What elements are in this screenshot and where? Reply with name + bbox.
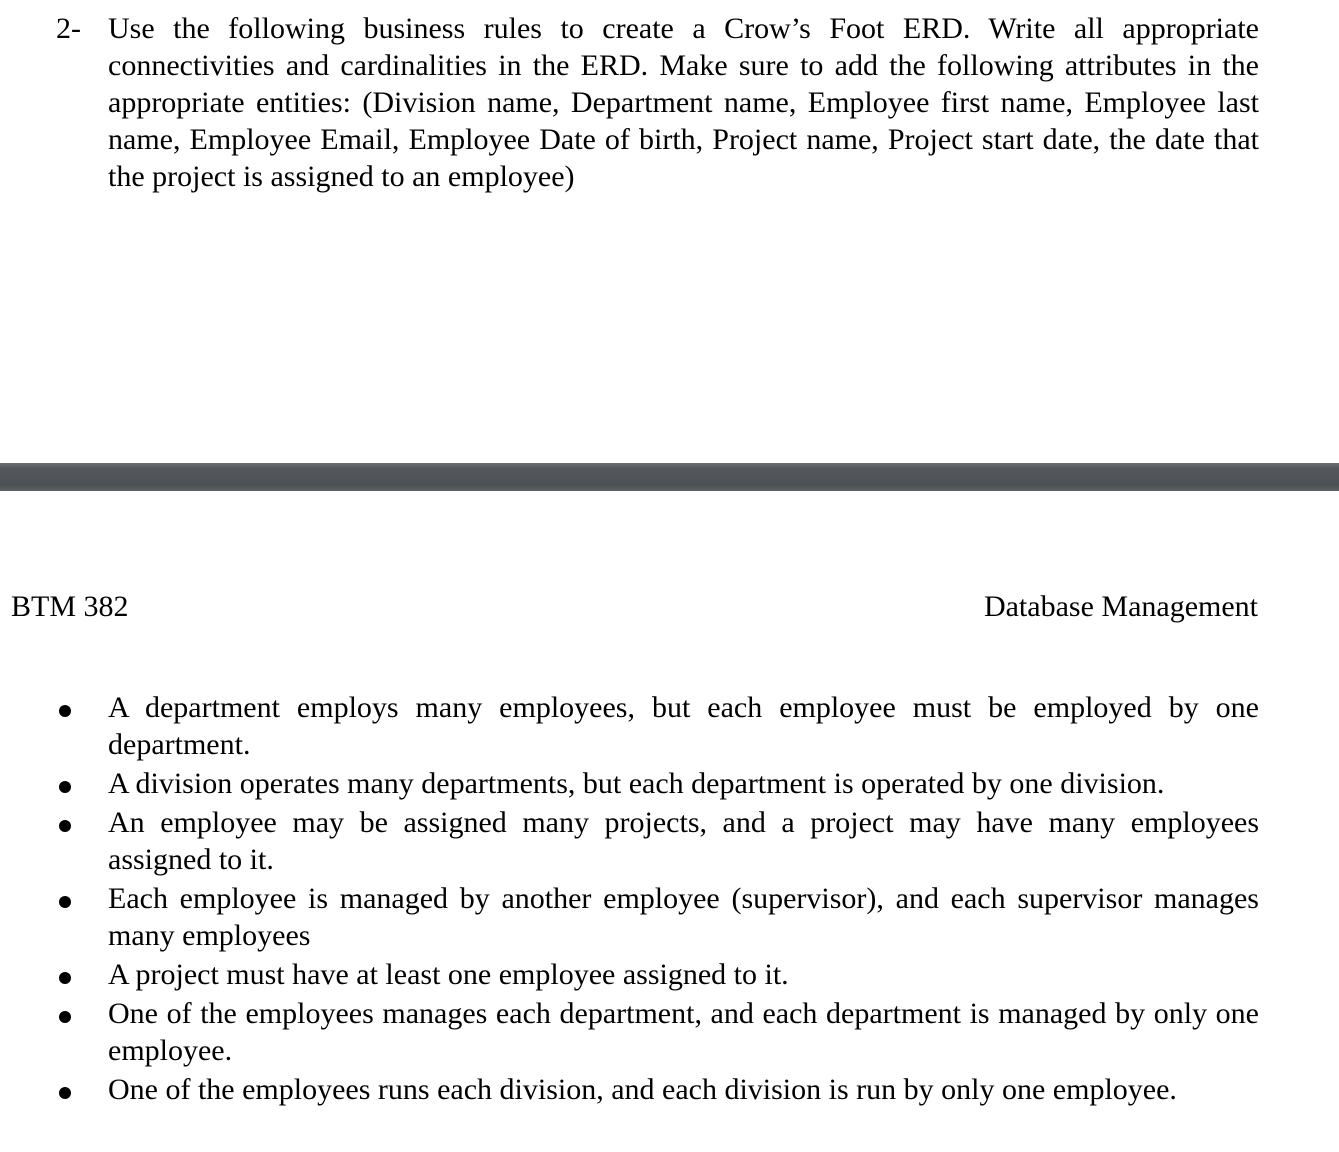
question-block	[56, 10, 1259, 195]
bullet-icon	[59, 1087, 71, 1099]
rule-text: One of the employees runs each division, and each division is run by only one employee.	[108, 1073, 1177, 1106]
rule-text: An employee may be assigned many projects, and a project may have many employees assigned to it.	[108, 806, 1259, 876]
rule-text: Each employee is managed by another employee (supervisor), and each supervisor manages many employees	[108, 882, 1259, 952]
bullet-icon	[59, 896, 71, 908]
list-item	[56, 1071, 1259, 1108]
rule-text: A project must have at least one employee assigned to it.	[108, 958, 789, 991]
business-rules-list	[56, 689, 1259, 1110]
bullet-icon	[59, 781, 71, 793]
page-divider	[0, 463, 1339, 491]
bullet-icon	[59, 972, 71, 984]
course-code: BTM 382	[11, 590, 129, 623]
list-item	[56, 804, 1259, 878]
question-text: Use the following business rules to create a Crow’s Foot ERD. Write all appropriate connectivities and cardinalities in the ERD. Make sure to add the following attributes in the appropriate entities: (Division name, Department name, Employee first name, Employee last name, Employee Email, Employee Date of birth, Project name, Project start date, the date that the project is assigned to an employee)	[108, 12, 1259, 193]
course-name: Database Management	[983, 590, 1258, 623]
question-number: 2-	[56, 12, 81, 45]
list-item	[56, 689, 1259, 763]
bullet-icon	[59, 705, 71, 717]
rule-text: A division operates many departments, but each department is operated by one division.	[108, 767, 1165, 800]
rule-text: One of the employees manages each department, and each department is managed by only one employee.	[108, 997, 1259, 1067]
list-item	[56, 880, 1259, 954]
list-item	[56, 956, 1259, 993]
list-item	[56, 765, 1259, 802]
rule-text: A department employs many employees, but each employee must be employed by one department.	[108, 691, 1259, 761]
bullet-icon	[59, 1011, 71, 1023]
bullet-icon	[59, 820, 71, 832]
list-item	[56, 995, 1259, 1069]
